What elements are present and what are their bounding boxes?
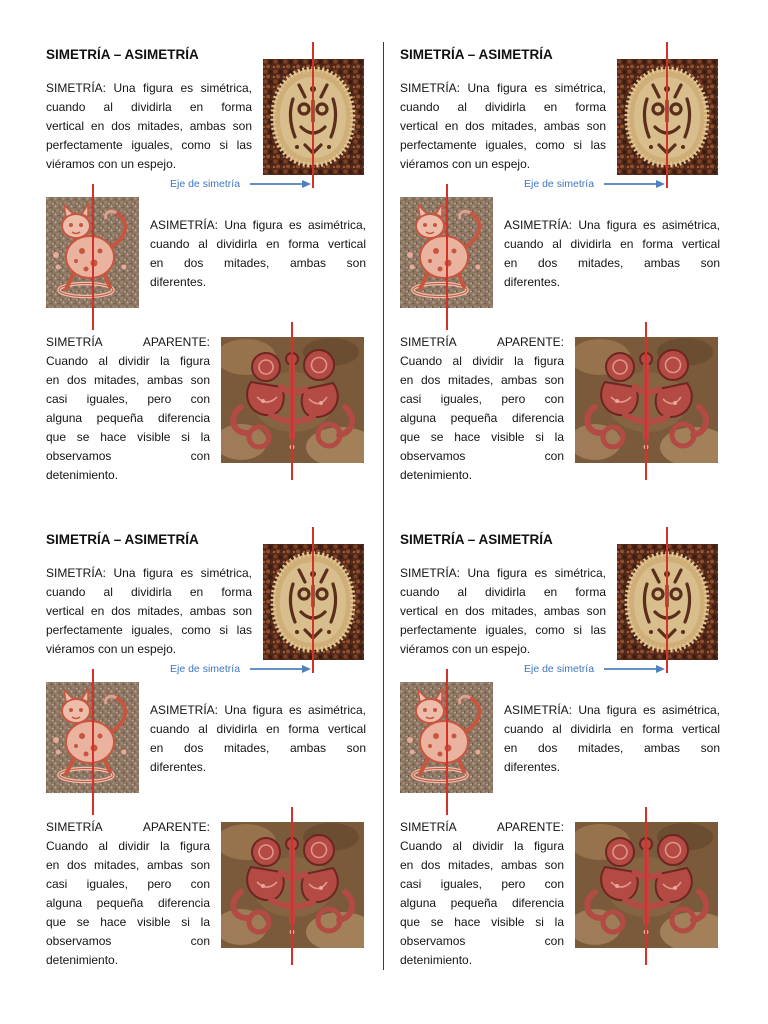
text-line: viéramos con un espejo.	[46, 156, 177, 171]
text-line: que se hace visible si la	[46, 914, 210, 929]
arrow-right-icon	[602, 663, 666, 675]
text-line: alguna pequeña diferencia	[46, 895, 210, 910]
symmetry-definition	[46, 564, 252, 659]
text-line: perfectamente iguales, como si las	[46, 622, 252, 637]
text-line: Cuando al dividir la figura	[400, 838, 564, 853]
asymmetry-definition	[150, 216, 366, 292]
apparent-symmetry-axis-line	[291, 322, 293, 480]
text-line: en dos mitades, ambas son	[46, 857, 210, 872]
text-line: que se hace visible si la	[400, 429, 564, 444]
axis-caption: Eje de simetría	[170, 178, 241, 190]
apparent-symmetry-definition	[400, 333, 564, 485]
text-line: viéramos con un espejo.	[46, 641, 177, 656]
text-line: SIMETRÍA APARENTE:	[400, 819, 564, 834]
symmetry-definition	[400, 79, 606, 174]
text-line: diferentes.	[150, 759, 207, 774]
symmetry-axis-line	[312, 527, 314, 673]
text-line: alguna pequeña diferencia	[46, 410, 210, 425]
text-line: perfectamente iguales, como si las	[400, 622, 606, 637]
text-line: en dos mitades, ambas son	[150, 255, 366, 270]
text-line: vertical en dos mitades, ambas son	[46, 603, 252, 618]
text-line: observamos con	[400, 448, 564, 463]
text-line: alguna pequeña diferencia	[400, 410, 564, 425]
text-line: perfectamente iguales, como si las	[46, 137, 252, 152]
text-line: casi iguales, pero con	[46, 391, 210, 406]
axis-caption: Eje de simetría	[524, 663, 595, 675]
text-line: en dos mitades, ambas son	[150, 740, 366, 755]
apparent-symmetry-definition	[46, 818, 210, 970]
text-line: cuando al dividirla en forma	[46, 584, 252, 599]
text-line: diferentes.	[150, 274, 207, 289]
symmetry-axis-line	[666, 527, 668, 673]
text-line: cuando al dividirla en forma	[46, 99, 252, 114]
asymmetry-axis-line	[446, 184, 448, 330]
apparent-symmetry-axis-line	[291, 807, 293, 965]
text-line: detenimiento.	[400, 952, 473, 967]
symmetry-panel	[0, 0, 384, 485]
apparent-symmetry-definition	[46, 333, 210, 485]
text-line: ASIMETRÍA: Una figura es asimétrica,	[150, 702, 366, 717]
text-line: cuando al dividirla en forma vertical	[150, 721, 366, 736]
text-line: diferentes.	[504, 759, 561, 774]
text-line: observamos con	[400, 933, 564, 948]
text-line: viéramos con un espejo.	[400, 156, 531, 171]
text-line: casi iguales, pero con	[400, 391, 564, 406]
symmetry-axis-line	[312, 42, 314, 188]
apparent-symmetry-axis-line	[645, 322, 647, 480]
text-line: observamos con	[46, 448, 210, 463]
text-line: cuando al dividirla en forma vertical	[150, 236, 366, 251]
apparent-symmetry-axis-line	[645, 807, 647, 965]
asymmetry-axis-line	[92, 669, 94, 815]
text-line: ASIMETRÍA: Una figura es asimétrica,	[150, 217, 366, 232]
text-line: alguna pequeña diferencia	[400, 895, 564, 910]
text-line: detenimiento.	[46, 952, 119, 967]
symmetry-axis-line	[666, 42, 668, 188]
text-line: cuando al dividirla en forma vertical	[504, 721, 720, 736]
text-line: detenimiento.	[400, 467, 473, 482]
panel-title: SIMETRÍA – ASIMETRÍA	[46, 532, 199, 547]
asymmetry-axis-line	[92, 184, 94, 330]
text-line: SIMETRÍA: Una figura es simétrica,	[400, 565, 606, 580]
text-line: SIMETRÍA: Una figura es simétrica,	[46, 80, 252, 95]
text-line: cuando al dividirla en forma	[400, 584, 606, 599]
text-line: cuando al dividirla en forma	[400, 99, 606, 114]
text-line: SIMETRÍA APARENTE:	[46, 334, 210, 349]
text-line: casi iguales, pero con	[46, 876, 210, 891]
text-line: vertical en dos mitades, ambas son	[400, 118, 606, 133]
text-line: SIMETRÍA: Una figura es simétrica,	[46, 565, 252, 580]
text-line: ASIMETRÍA: Una figura es asimétrica,	[504, 702, 720, 717]
text-line: en dos mitades, ambas son	[504, 255, 720, 270]
text-line: SIMETRÍA: Una figura es simétrica,	[400, 80, 606, 95]
panel-title: SIMETRÍA – ASIMETRÍA	[46, 47, 199, 62]
text-line: detenimiento.	[46, 467, 119, 482]
arrow-right-icon	[248, 663, 312, 675]
asymmetry-axis-line	[446, 669, 448, 815]
text-line: ASIMETRÍA: Una figura es asimétrica,	[504, 217, 720, 232]
text-line: que se hace visible si la	[46, 429, 210, 444]
symmetry-panel	[354, 0, 738, 485]
text-line: SIMETRÍA APARENTE:	[400, 334, 564, 349]
text-line: que se hace visible si la	[400, 914, 564, 929]
asymmetry-definition	[504, 701, 720, 777]
text-line: en dos mitades, ambas son	[46, 372, 210, 387]
text-line: en dos mitades, ambas son	[504, 740, 720, 755]
text-line: Cuando al dividir la figura	[400, 353, 564, 368]
axis-caption: Eje de simetría	[524, 178, 595, 190]
axis-caption: Eje de simetría	[170, 663, 241, 675]
asymmetry-definition	[504, 216, 720, 292]
text-line: en dos mitades, ambas son	[400, 857, 564, 872]
text-line: perfectamente iguales, como si las	[400, 137, 606, 152]
symmetry-panel	[354, 485, 738, 970]
text-line: casi iguales, pero con	[400, 876, 564, 891]
asymmetry-definition	[150, 701, 366, 777]
text-line: Cuando al dividir la figura	[46, 353, 210, 368]
symmetry-panel	[0, 485, 384, 970]
text-line: Cuando al dividir la figura	[46, 838, 210, 853]
text-line: diferentes.	[504, 274, 561, 289]
text-line: vertical en dos mitades, ambas son	[46, 118, 252, 133]
text-line: SIMETRÍA APARENTE:	[46, 819, 210, 834]
symmetry-definition	[400, 564, 606, 659]
text-line: en dos mitades, ambas son	[400, 372, 564, 387]
text-line: vertical en dos mitades, ambas son	[400, 603, 606, 618]
panel-title: SIMETRÍA – ASIMETRÍA	[400, 532, 553, 547]
arrow-right-icon	[602, 178, 666, 190]
apparent-symmetry-definition	[400, 818, 564, 970]
text-line: observamos con	[46, 933, 210, 948]
text-line: cuando al dividirla en forma vertical	[504, 236, 720, 251]
arrow-right-icon	[248, 178, 312, 190]
panel-title: SIMETRÍA – ASIMETRÍA	[400, 47, 553, 62]
text-line: viéramos con un espejo.	[400, 641, 531, 656]
symmetry-definition	[46, 79, 252, 174]
